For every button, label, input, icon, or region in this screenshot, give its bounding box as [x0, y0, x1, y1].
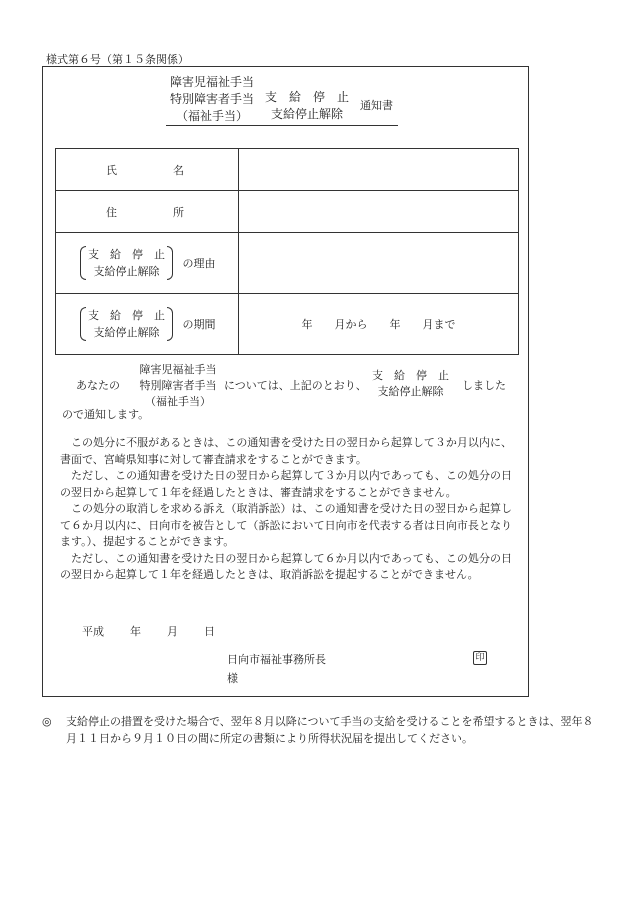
- sentence-end: しました: [462, 379, 506, 392]
- title-notice-word: 通知書: [360, 99, 393, 112]
- sentence-action-1: 支 給 停 止: [372, 369, 449, 382]
- reason-action-1: 支 給 停 止: [88, 248, 165, 262]
- sentence-middle: については、上記のとおり、: [224, 379, 367, 392]
- sentence-allowance-1: 障害児福祉手当: [139, 363, 217, 376]
- reason-action-brace: [80, 246, 173, 280]
- address-label-cell: [56, 191, 239, 233]
- period-suffix: の期間: [182, 317, 216, 331]
- title-action-types: [262, 89, 352, 123]
- sentence-allowance-types: [118, 362, 238, 410]
- title-underline: [166, 125, 398, 126]
- date-era: 平成: [82, 625, 104, 638]
- title-allowance-1: 障害児福祉手当: [169, 75, 254, 89]
- sentence-tail: ので通知します。: [62, 408, 150, 421]
- name-value-cell[interactable]: [239, 149, 519, 191]
- title-allowance-3: （福祉手当）: [175, 109, 248, 123]
- address-value-cell[interactable]: [239, 191, 519, 233]
- title-action-2: 支給停止解除: [270, 107, 343, 121]
- table-row-reason: [56, 233, 519, 293]
- name-label-cell: [56, 149, 239, 191]
- sentence-allowance-2: 特別障害者手当: [139, 379, 217, 392]
- date-year: 年: [130, 625, 141, 638]
- address-label-char-2: 所: [173, 205, 184, 219]
- date-month: 月: [167, 625, 178, 638]
- period-action-1: 支 給 停 止: [88, 308, 165, 322]
- body-paragraph: ただし、この通知書を受けた日の翌日から起算して６か月以内であっても、この処分の日の翌日から起算して１年を経過したときは、取消訴訟を提起することができません。: [60, 551, 512, 581]
- footnote-mark: ◎: [42, 715, 52, 728]
- period-action-brace: [80, 307, 173, 341]
- name-label-char-2: 名: [173, 163, 184, 177]
- address-label-char-1: 住: [106, 205, 117, 219]
- period-action-2: 支給停止解除: [93, 325, 160, 339]
- table-row-address: [56, 191, 519, 233]
- period-value-cell[interactable]: 年 月から 年 月まで: [239, 293, 519, 354]
- date-day: 日: [204, 625, 215, 638]
- table-row-name: [56, 149, 519, 191]
- form-number-label: 様式第６号（第１５条関係）: [46, 53, 189, 66]
- name-label-char-1: 氏: [106, 163, 117, 177]
- table-row-period: [56, 293, 519, 354]
- title-allowance-types: [162, 74, 262, 125]
- title-allowance-2: 特別障害者手当: [169, 92, 254, 106]
- recipient-info-table: [55, 148, 519, 355]
- footnote: [42, 713, 602, 747]
- sentence-prefix: あなたの: [76, 379, 120, 392]
- body-paragraph: この処分の取消しを求める訴え（取消訴訟）は、この通知書を受けた日の翌日から起算して６か月以内に、日向市を被告として（訴訟において日向市を代表する者は日向市長となります。）、提起することができます。: [60, 502, 512, 548]
- seal-icon: 印: [473, 651, 487, 665]
- period-label-cell: [56, 293, 239, 354]
- body-paragraph: この処分に不服があるときは、この通知書を受けた日の翌日から起算して３か月以内に、書面で、宮崎県知事に対して審査請求をすることができます。: [60, 436, 512, 466]
- issue-date-line: [82, 623, 215, 639]
- reason-label-cell: [56, 233, 239, 293]
- reason-value-cell[interactable]: [239, 233, 519, 293]
- footnote-text: 支給停止の措置を受けた場合で、翌年８月以降について手当の支給を受けることを希望するときは、翌年８月１１日から９月１０日の間に所定の書類により所得状況届を提出してください。: [66, 715, 594, 745]
- issuer-name: 日向市福祉事務所長: [227, 653, 326, 666]
- sentence-allowance-3: （福祉手当）: [145, 395, 211, 408]
- sentence-action-types: [372, 368, 449, 400]
- appeal-notice-body: [60, 435, 512, 584]
- sentence-action-2: 支給停止解除: [377, 385, 444, 398]
- reason-action-2: 支給停止解除: [93, 265, 160, 279]
- body-paragraph: ただし、この通知書を受けた日の翌日から起算して３か月以内であっても、この処分の日の翌日から起算して１年を経過したときは、審査請求をすることができません。: [60, 469, 512, 499]
- title-action-1: 支 給 停 止: [264, 90, 349, 104]
- honorific: 様: [227, 672, 238, 685]
- reason-suffix: の理由: [182, 257, 216, 271]
